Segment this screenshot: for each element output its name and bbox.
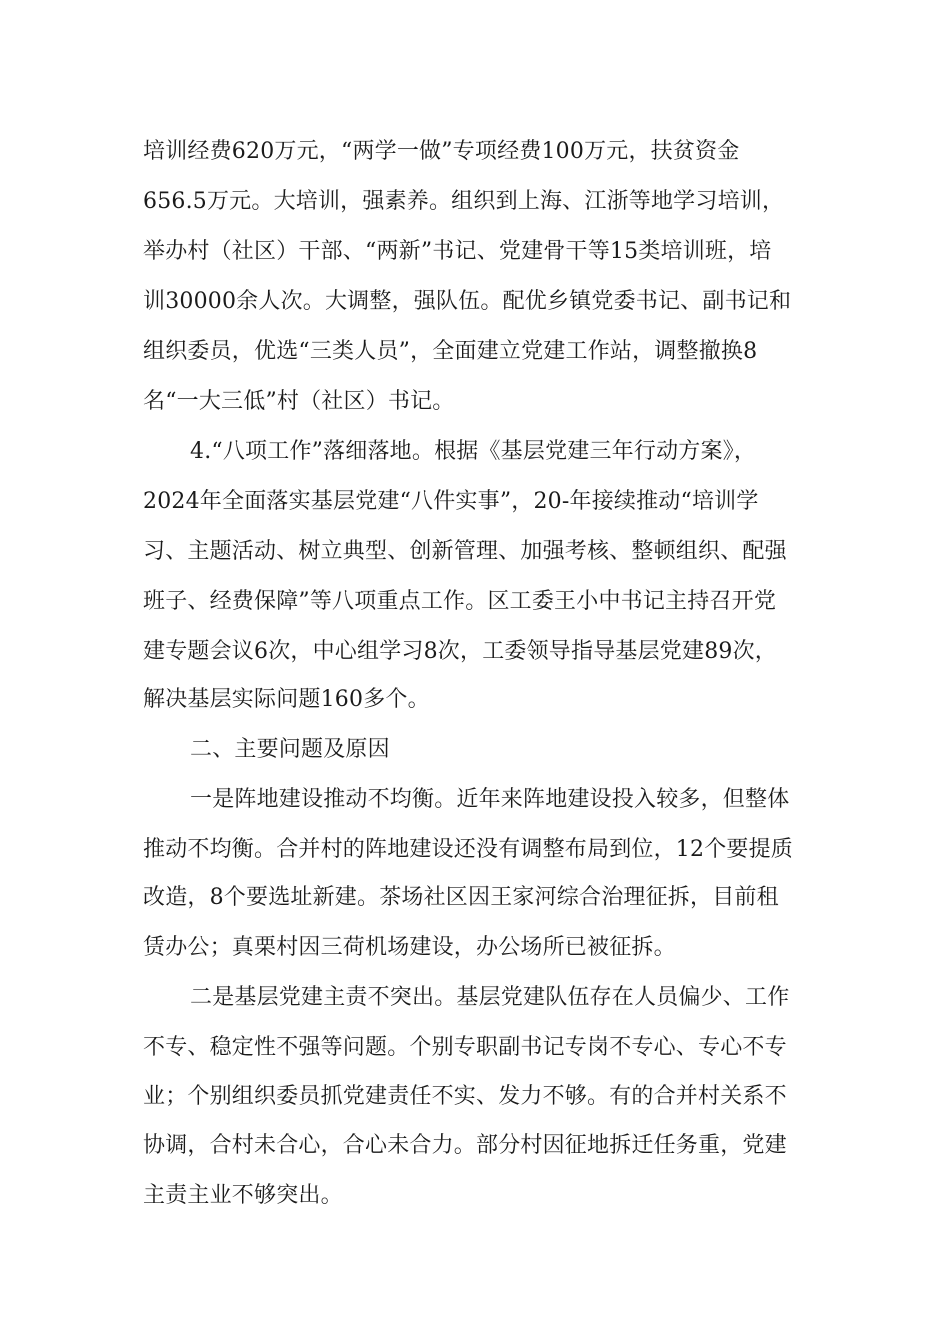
text-line: 2024年全面落实基层党建“八件实事”，20-年接续推动“培训学 bbox=[143, 489, 759, 514]
text-line: 主责主业不够突出。 bbox=[143, 1183, 343, 1208]
text-line: 习、主题活动、树立典型、创新管理、加强考核、整顿组织、配强 bbox=[143, 539, 787, 564]
text-line: 一是阵地建设推动不均衡。近年来阵地建设投入较多，但整体 bbox=[190, 787, 790, 812]
text-line: 举办村（社区）干部、“两新”书记、党建骨干等15类培训班，培 bbox=[143, 239, 772, 264]
text-line: 协调，合村未合心，合心未合力。部分村因征地拆迁任务重，党建 bbox=[143, 1133, 787, 1158]
text-line: 名“一大三低”村（社区）书记。 bbox=[143, 389, 455, 414]
text-line: 培训经费620万元，“两学一做”专项经费100万元，扶贫资金 bbox=[143, 139, 740, 164]
text-line: 二是基层党建主责不突出。基层党建队伍存在人员偏少、工作 bbox=[190, 985, 790, 1010]
text-line: 组织委员，优选“三类人员”，全面建立党建工作站，调整撤换8 bbox=[143, 339, 758, 364]
text-line: 不专、稳定性不强等问题。个别专职副书记专岗不专心、专心不专 bbox=[143, 1035, 787, 1060]
text-line: 班子、经费保障”等八项重点工作。区工委王小中书记主持召开党 bbox=[143, 589, 777, 614]
text-line: 赁办公；真栗村因三荷机场建设，办公场所已被征拆。 bbox=[143, 935, 676, 960]
text-line: 推动不均衡。合并村的阵地建设还没有调整布局到位，12个要提质 bbox=[143, 837, 793, 862]
text-line: 训30000余人次。大调整，强队伍。配优乡镇党委书记、副书记和 bbox=[143, 289, 792, 314]
text-line: 改造，8个要选址新建。茶场社区因王家河综合治理征拆，目前租 bbox=[143, 885, 779, 910]
text-line: 解决基层实际问题160多个。 bbox=[143, 687, 430, 712]
section-heading: 二、主要问题及原因 bbox=[190, 737, 390, 762]
text-line: 656.5万元。大培训，强素养。组织到上海、江浙等地学习培训， bbox=[143, 189, 785, 214]
paragraph-heading-4: 4.“八项工作”落细落地。根据《基层党建三年行动方案》， bbox=[190, 439, 757, 464]
text-line: 建专题会议6次，中心组学习8次，工委领导指导基层党建89次， bbox=[143, 639, 777, 664]
text-line: 业；个别组织委员抓党建责任不实、发力不够。有的合并村关系不 bbox=[143, 1084, 787, 1109]
